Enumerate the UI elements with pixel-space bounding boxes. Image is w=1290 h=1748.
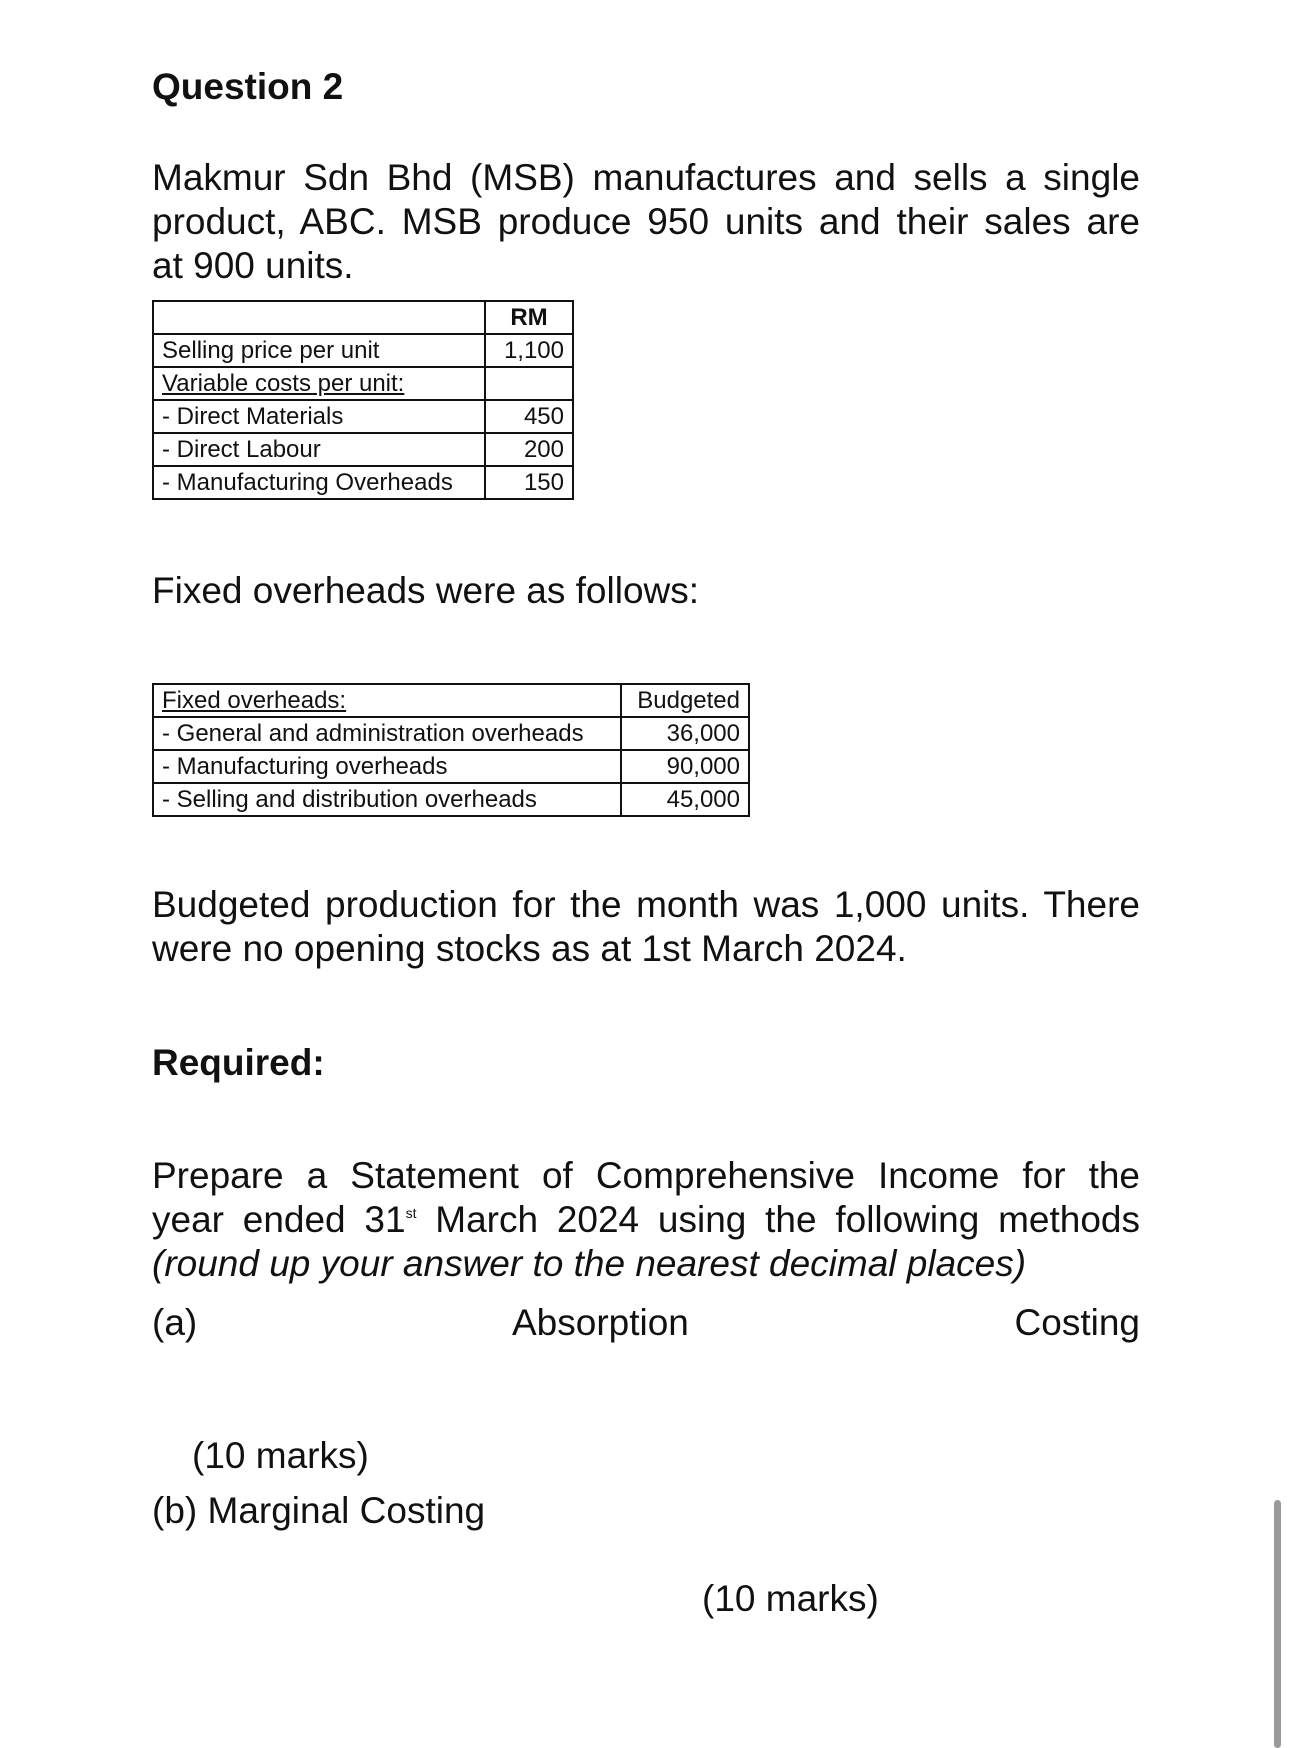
intro-line-3: at 900 units. (152, 245, 354, 286)
row-value: 45,000 (621, 783, 749, 816)
row-value: 200 (485, 433, 573, 466)
row-value: 1,100 (485, 334, 573, 367)
part-b-label: (b) Marginal Costing (152, 1490, 486, 1531)
budget-paragraph (152, 883, 1140, 971)
task-line-2-pre: year ended 31 (152, 1199, 406, 1240)
budget-line-1: Budgeted production for the month was 1,000 units. There (152, 884, 1140, 925)
table-row (153, 400, 573, 433)
row-value (485, 367, 573, 400)
intro-line-1: Makmur Sdn Bhd (MSB) manufactures and sells a single (152, 157, 1140, 198)
fixed-overheads-intro: Fixed overheads were as follows: (152, 570, 700, 611)
table-row (153, 367, 573, 400)
table-header-row (153, 684, 749, 717)
task-line-2 (152, 1198, 1140, 1242)
row-label: - General and administration overheads (153, 717, 621, 750)
task-line-3: (round up your answer to the nearest decimal places) (152, 1243, 1027, 1284)
ordinal-suffix: st (405, 1205, 417, 1221)
fixed-table-header-label: Fixed overheads: (153, 684, 621, 717)
row-value: 450 (485, 400, 573, 433)
table-row (153, 717, 749, 750)
row-label: - Selling and distribution overheads (153, 783, 621, 816)
intro-line-2: product, ABC. MSB produce 950 units and their sales are (152, 201, 1140, 242)
budget-line-2: were no opening stocks as at 1st March 2024. (152, 928, 907, 969)
marks-part-b: (10 marks) (702, 1578, 879, 1619)
question-title: Question 2 (152, 66, 344, 107)
row-label: Selling price per unit (153, 334, 485, 367)
task-paragraph (152, 1154, 1140, 1286)
variable-cost-table (152, 300, 574, 500)
table-row (153, 433, 573, 466)
row-label: Variable costs per unit: (153, 367, 485, 400)
fixed-table-header-value: Budgeted (621, 684, 749, 717)
row-value: 90,000 (621, 750, 749, 783)
required-heading: Required: (152, 1042, 325, 1083)
part-a-word-1: Absorption (512, 1302, 689, 1343)
part-a-label: (a) (152, 1302, 198, 1343)
part-a-word-2: Costing (1014, 1302, 1140, 1343)
table-row (153, 466, 573, 499)
table-row (153, 750, 749, 783)
vertical-scrollbar[interactable] (1274, 1500, 1281, 1748)
cost-table-header-blank (153, 301, 485, 334)
table-row (153, 334, 573, 367)
task-line-1: Prepare a Statement of Comprehensive Income for the (152, 1155, 1140, 1196)
row-label: - Manufacturing overheads (153, 750, 621, 783)
row-label: - Direct Materials (153, 400, 485, 433)
marks-part-a: (10 marks) (192, 1435, 369, 1476)
intro-paragraph (152, 156, 1140, 288)
fixed-overheads-table (152, 683, 750, 817)
table-row (153, 783, 749, 816)
row-label: - Manufacturing Overheads (153, 466, 485, 499)
cost-table-header-rm: RM (485, 301, 573, 334)
task-line-2-post: March 2024 using the following methods (416, 1199, 1140, 1240)
row-value: 150 (485, 466, 573, 499)
row-label: - Direct Labour (153, 433, 485, 466)
row-value: 36,000 (621, 717, 749, 750)
